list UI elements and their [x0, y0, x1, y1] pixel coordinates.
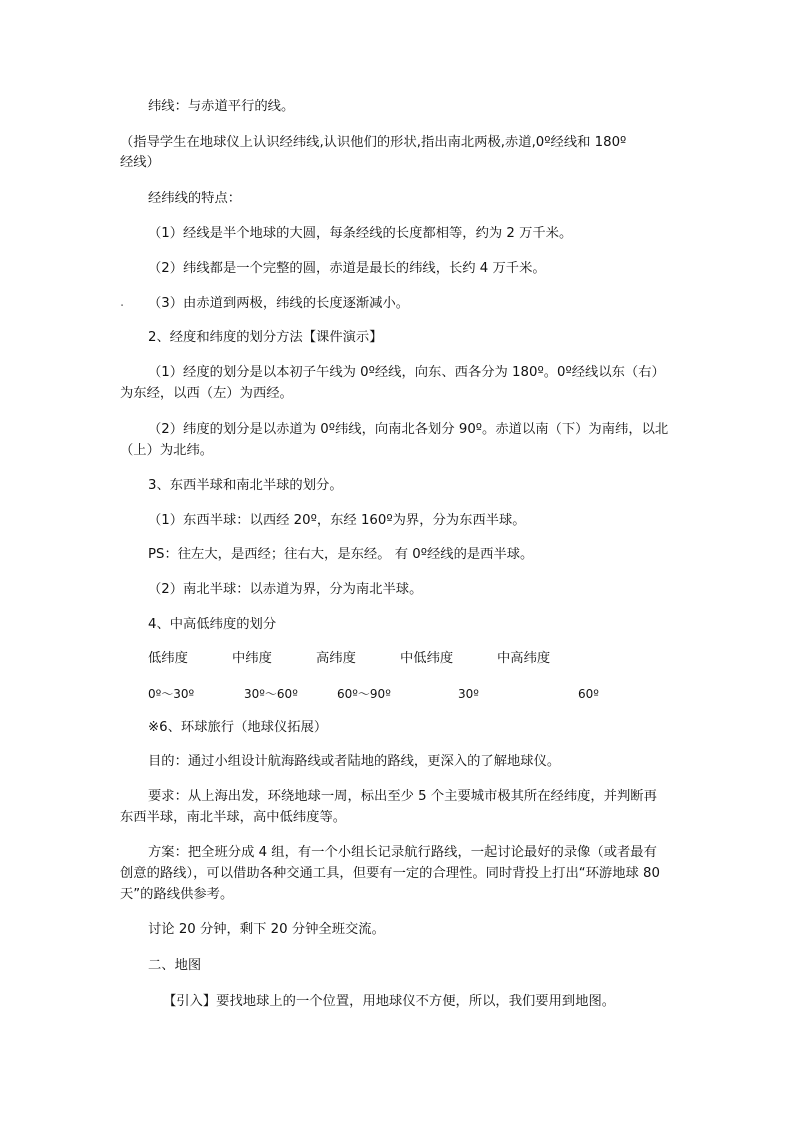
latitude-zone-range: 60º～90º	[337, 687, 391, 701]
paragraph-latitude-division-line2: （上）为北纬。	[120, 443, 214, 458]
paragraph-longitude-division-line2: 为东经，以西（左）为西经。	[120, 386, 293, 401]
paragraph-latitude-division-line1: （2）纬度的划分是以赤道为 0º纬线，向南北各划分 90º。赤道以南（下）为南纬，以北	[148, 422, 669, 437]
latitude-zone-name: 中纬度	[232, 651, 272, 666]
paragraph-parallel-length: （3）由赤道到两极，纬线的长度逐渐减小。	[148, 296, 410, 311]
heading-hemisphere-division: 3、东西半球和南北半球的划分。	[148, 478, 343, 493]
paragraph-east-west-hemisphere: （1）东西半球：以西经 20º，东经 160º为界，分为东西半球。	[148, 513, 526, 528]
paragraph-instruction-line2: 经线）	[120, 155, 160, 170]
paragraph-north-south-hemisphere: （2）南北半球：以赤道为界，分为南北半球。	[148, 582, 423, 597]
heading-map-section: 二、地图	[148, 958, 202, 973]
paragraph-introduction: 【引入】要找地球上的一个位置，用地球仪不方便，所以，我们要用到地图。	[163, 994, 616, 1009]
paragraph-meridian-feature: （1）经线是半个地球的大圆，每条经线的长度都相等，约为 2 万千米。	[148, 226, 573, 241]
paragraph-longitude-division-line1: （1）经度的划分是以本初子午线为 0º经线，向东、西各分为 180º。0º经线以东（右）	[148, 365, 665, 380]
heading-division-method: 2、经度和纬度的划分方法【课件演示】	[148, 330, 383, 345]
paragraph-instruction-line1: （指导学生在地球仪上认识经纬线,认识他们的形状,指出南北两极,赤道,0º经线和 180º	[120, 135, 627, 150]
latitude-zone-name: 中高纬度	[497, 651, 551, 666]
paragraph-ps-note: PS：往左大，是西经；往右大，是东经。 有 0º经线的是西半球。	[148, 547, 534, 562]
paragraph-plan-line3: 天”的路线供参考。	[120, 887, 234, 902]
latitude-zone-name: 中低纬度	[400, 651, 454, 666]
latitude-zone-range: 0º～30º	[148, 687, 195, 701]
latitude-zone-name: 低纬度	[148, 651, 188, 666]
paragraph-requirements-line2: 东西半球，南北半球，高中低纬度等。	[120, 810, 347, 825]
paragraph-latitude-definition: 纬线：与赤道平行的线。	[148, 99, 295, 114]
margin-mark: .	[120, 295, 125, 310]
latitude-zone-range: 60º	[578, 687, 599, 701]
latitude-zone-range: 30º	[458, 687, 479, 701]
paragraph-purpose: 目的：通过小组设计航海路线或者陆地的路线，更深入的了解地球仪。	[148, 754, 561, 769]
heading-latitude-zones: 4、中高低纬度的划分	[148, 617, 277, 632]
paragraph-requirements-line1: 要求：从上海出发，环绕地球一周，标出至少 5 个主要城市极其所在经纬度，并判断再	[148, 789, 657, 804]
latitude-zone-range: 30º～60º	[244, 687, 298, 701]
latitude-zone-name: 高纬度	[316, 651, 356, 666]
paragraph-parallel-feature: （2）纬线都是一个完整的圆，赤道是最长的纬线，长约 4 万千米。	[148, 261, 546, 276]
heading-world-travel: ※6、环球旅行（地球仪拓展）	[148, 720, 328, 735]
heading-graticule-features: 经纬线的特点：	[148, 191, 242, 206]
paragraph-plan-line1: 方案：把全班分成 4 组，有一个小组长记录航行路线，一起讨论最好的录像（或者最有	[148, 845, 657, 860]
paragraph-plan-line2: 创意的路线），可以借助各种交通工具，但要有一定的合理性。同时背投上打出“环游地球 80	[120, 866, 660, 881]
paragraph-discussion: 讨论 20 分钟，剩下 20 分钟全班交流。	[148, 922, 385, 937]
